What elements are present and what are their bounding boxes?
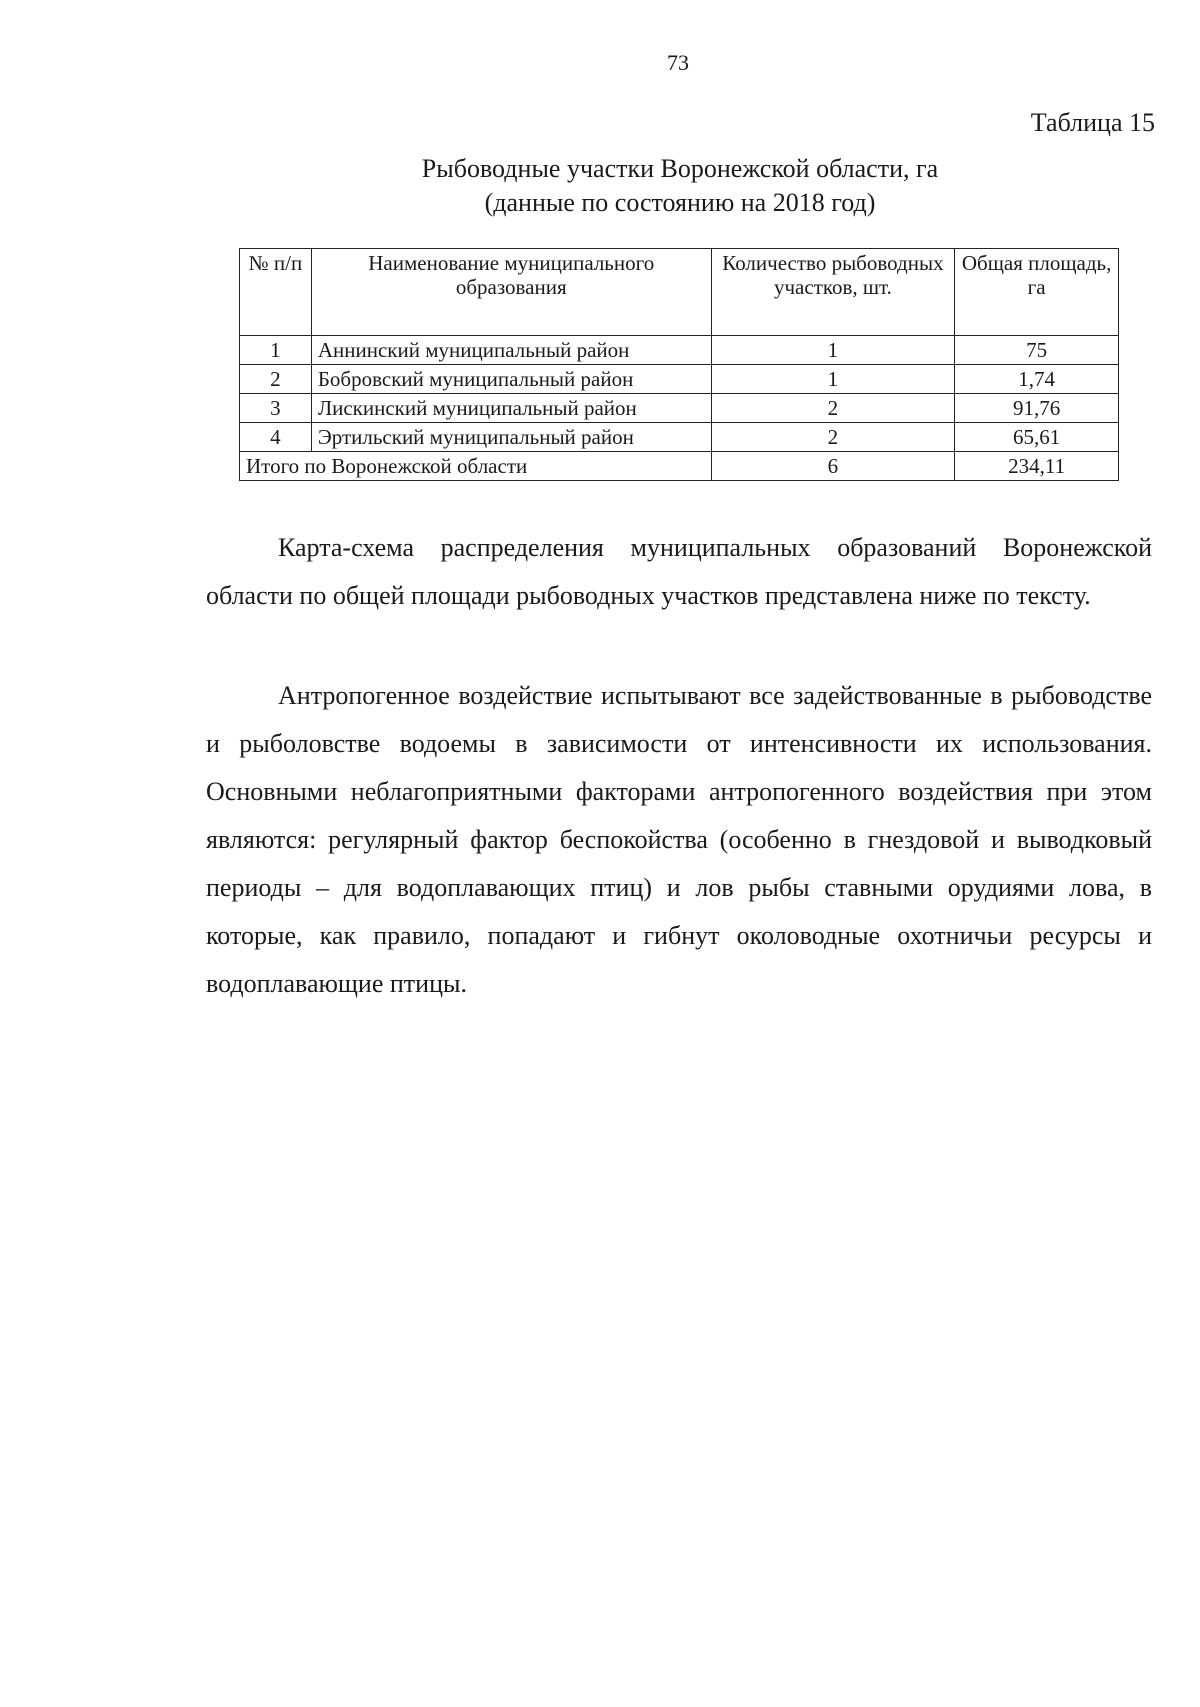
table-title: [240, 152, 1120, 220]
paragraph-map-scheme: [206, 524, 1152, 620]
fish-farming-table: [239, 248, 1119, 481]
cell-count: 1: [711, 365, 955, 394]
total-count: 6: [711, 452, 955, 481]
cell-num: 3: [240, 394, 312, 423]
table-title-line-2: (данные по состоянию на 2018 год): [484, 188, 876, 217]
cell-num: 1: [240, 336, 312, 365]
cell-num: 4: [240, 423, 312, 452]
paragraph-anthropogenic-impact: [206, 672, 1152, 1008]
cell-count: 2: [711, 394, 955, 423]
page-number: 73: [667, 50, 689, 75]
table-row: [240, 423, 1119, 452]
cell-name: Эртильский муниципальный район: [311, 423, 711, 452]
header-name: Наименование муниципального образования: [311, 249, 711, 336]
paragraph-text: Карта-схема распределения муниципальных образований Воронежской области по общей площади рыбоводных участков представлена ниже по тексту.: [206, 533, 1152, 610]
cell-area: 1,74: [955, 365, 1119, 394]
cell-area: 75: [955, 336, 1119, 365]
table-total-row: [240, 452, 1119, 481]
table-row: [240, 394, 1119, 423]
header-num: № п/п: [240, 249, 312, 336]
cell-name: Бобровский муниципальный район: [311, 365, 711, 394]
table-header-row: [240, 249, 1119, 336]
cell-count: 1: [711, 336, 955, 365]
cell-name: Аннинский муниципальный район: [311, 336, 711, 365]
total-label: Итого по Воронежской области: [240, 452, 712, 481]
header-count: Количество рыбоводных участков, шт.: [711, 249, 955, 336]
cell-name: Лискинский муниципальный район: [311, 394, 711, 423]
total-area: 234,11: [955, 452, 1119, 481]
table-label: Таблица 15: [1030, 108, 1155, 137]
table-row: [240, 336, 1119, 365]
header-area: Общая площадь, га: [955, 249, 1119, 336]
table-title-line-1: Рыбоводные участки Воронежской области, га: [421, 154, 939, 183]
table-row: [240, 365, 1119, 394]
cell-count: 2: [711, 423, 955, 452]
cell-area: 91,76: [955, 394, 1119, 423]
cell-num: 2: [240, 365, 312, 394]
cell-area: 65,61: [955, 423, 1119, 452]
paragraph-text: Антропогенное воздействие испытывают все задействованные в рыбоводстве и рыболовстве водоемы в зависимости от интенсивности их использования. Основными неблагоприятными факторами антропогенного воздействия при этом являются: регулярный фактор беспокойства (особенно в гнездовой и выводковый периоды – для водоплавающих птиц) и лов рыбы ставными орудиями лова, в которые, как правило, попадают и гибнут околоводные охотничьи ресурсы и водоплавающие птицы.: [206, 681, 1152, 998]
